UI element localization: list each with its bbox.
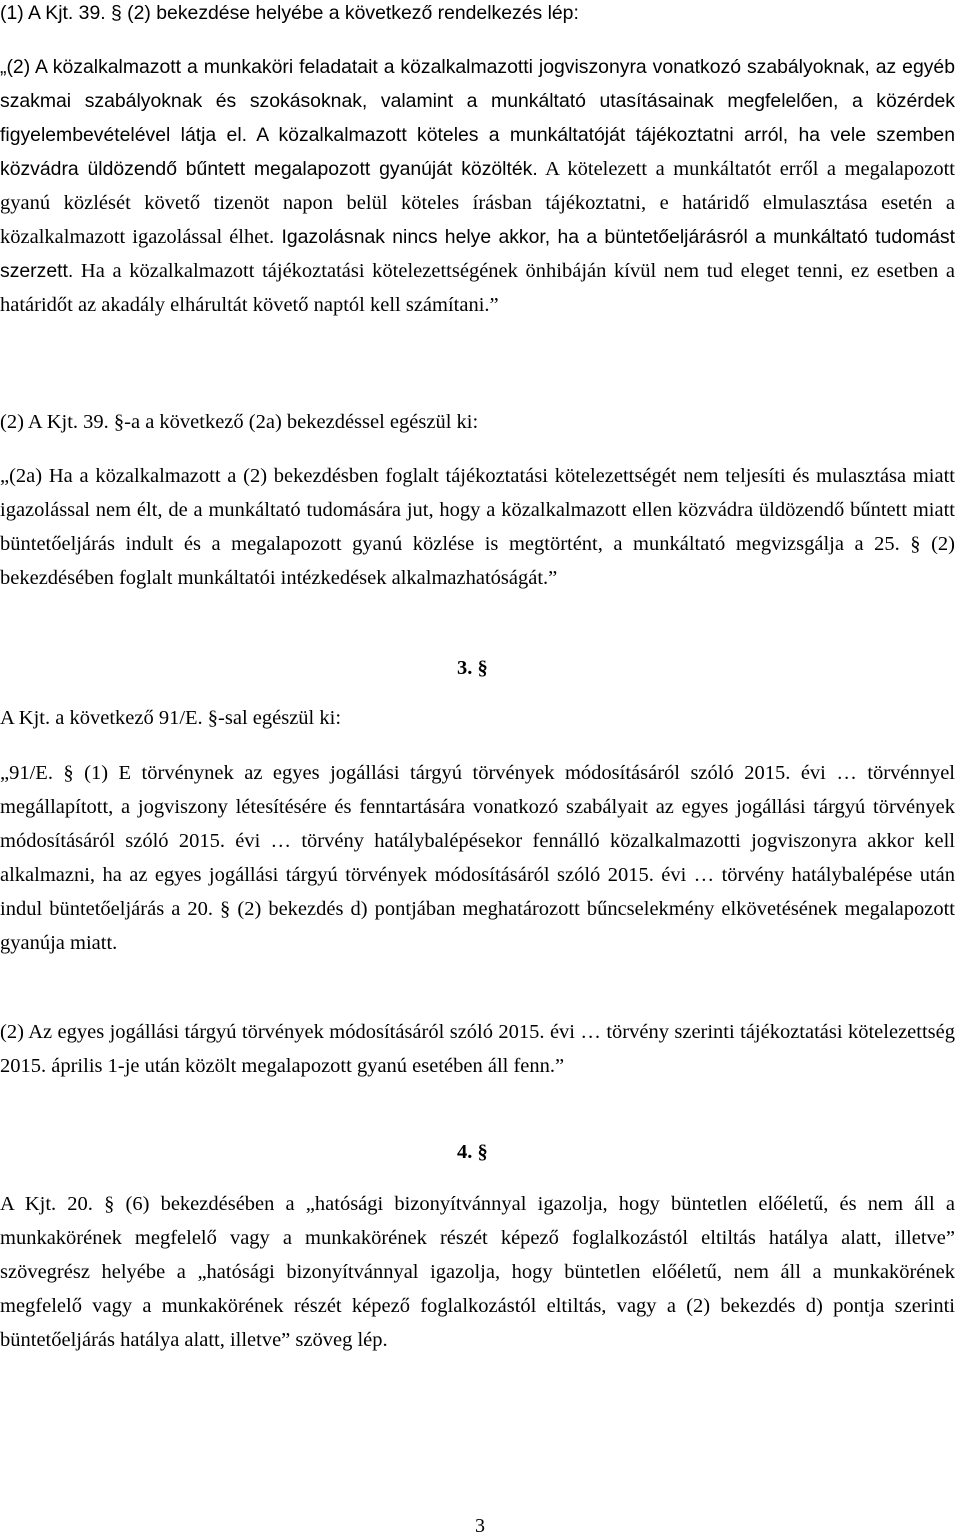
quoted-39-2-part-d: Ha a közalkalmazott tájékoztatási kötelezettségének önhibáján kívül nem tud eleget tenni, ez esetben a határidőt az akadály elhárultát követő naptól kell számítani.” [0, 260, 955, 316]
section-heading-3: 3. § [457, 657, 488, 679]
paragraph-quoted-91e-2: (2) Az egyes jogállási tárgyú törvények módosításáról szóló 2015. évi … törvény szerinti tájékoztatási kötelezettség 2015. április 1-je után közölt megalapozott gyanú esetében áll fenn.” [0, 1021, 955, 1077]
paragraph-quoted-39-2a: „(2a) Ha a közalkalmazott a (2) bekezdésben foglalt tájékoztatási kötelezettségét nem teljesíti és mulasztása miatt igazolással nem élt, de a munkáltató tudomására jut, hogy a közalkalmazott ellen közvádra üldözendő bűntett miatt büntetőeljárás indult és a megalapozott gyanú közlése is megtörtént, a munkáltató megvizsgálja a 25. § (2) bekezdésében foglalt munkáltatói intézkedések alkalmazhatóságát.” [0, 465, 955, 589]
paragraph-kjt-91e-intro: A Kjt. a következő 91/E. §-sal egészül ki: [0, 707, 342, 729]
paragraph-kjt-20-6: A Kjt. 20. § (6) bekezdésében a „hatósági bizonyítvánnyal igazolja, hogy büntetlen előéletű, és nem áll a munkakörének megfelelő vagy a munkakörének részét képező foglalkozástól eltiltás hatálya alatt, illetve” szövegrész helyébe a „hatósági bizonyítvánnyal igazolja, hogy büntetlen előéletű, nem áll a munkakörének megfelelő vagy a munkakörének részét képező foglalkozástól eltiltás, vagy a (2) bekezdés d) pontja szerinti büntetőeljárás hatálya alatt, illetve” szöveg lép. [0, 1193, 955, 1351]
paragraph-kjt-39-intro: (1) A Kjt. 39. § (2) bekezdése helyébe a következő rendelkezés lép: [0, 2, 579, 24]
paragraph-quoted-91e-1: „91/E. § (1) E törvénynek az egyes jogállási tárgyú törvények módosításáról szóló 2015. évi … törvénnyel megállapított, a jogviszony létesítésére és fenntartására vonatkozó szabályait az egyes jogállási tárgyú törvények módosításáról szóló 2015. évi … törvény hatálybalépésekor fennálló közalkalmazotti jogviszonyra akkor kell alkalmazni, ha az egyes jogállási tárgyú törvények módosításáról szóló 2015. évi … törvény hatálybalépése után indul büntetőeljárás a 20. § (2) bekezdés d) pontjában meghatározott bűncselekmény elkövetésének megalapozott gyanúja miatt. [0, 762, 955, 954]
section-heading-4: 4. § [457, 1141, 488, 1163]
paragraph-quoted-39-2 [0, 50, 955, 322]
paragraph-kjt-39-2a-intro: (2) A Kjt. 39. §-a a következő (2a) bekezdéssel egészül ki: [0, 411, 479, 433]
quoted-39-2-part-b: A kötelezett a munkáltatót erről a megalapozott gyanú közlését követő tizenöt napon belül köteles írásban tájékoztatni, e határidő elmulasztása esetén a közalkalmazott igazolással élhet. [0, 158, 956, 248]
quoted-39-2-part-c: Igazolásnak nincs helye akkor, ha a büntetőeljárásról a munkáltató tudomást szerzett. [0, 226, 956, 282]
page-number: 3 [475, 1515, 485, 1537]
quoted-39-2-part-a: „(2) A közalkalmazott a munkaköri feladatait a közalkalmazotti jogviszonyra vonatkozó szabályoknak, az egyéb szakmai szabályoknak és szokásoknak, valamint a munkáltató utasításainak megfelelően, a közérdek figyelembevételével látja el. A közalkalmazott köteles a munkáltatóját tájékoztatni arról, ha vele szemben közvádra üldözendő bűntett megalapozott gyanúját közölték. [0, 56, 955, 180]
